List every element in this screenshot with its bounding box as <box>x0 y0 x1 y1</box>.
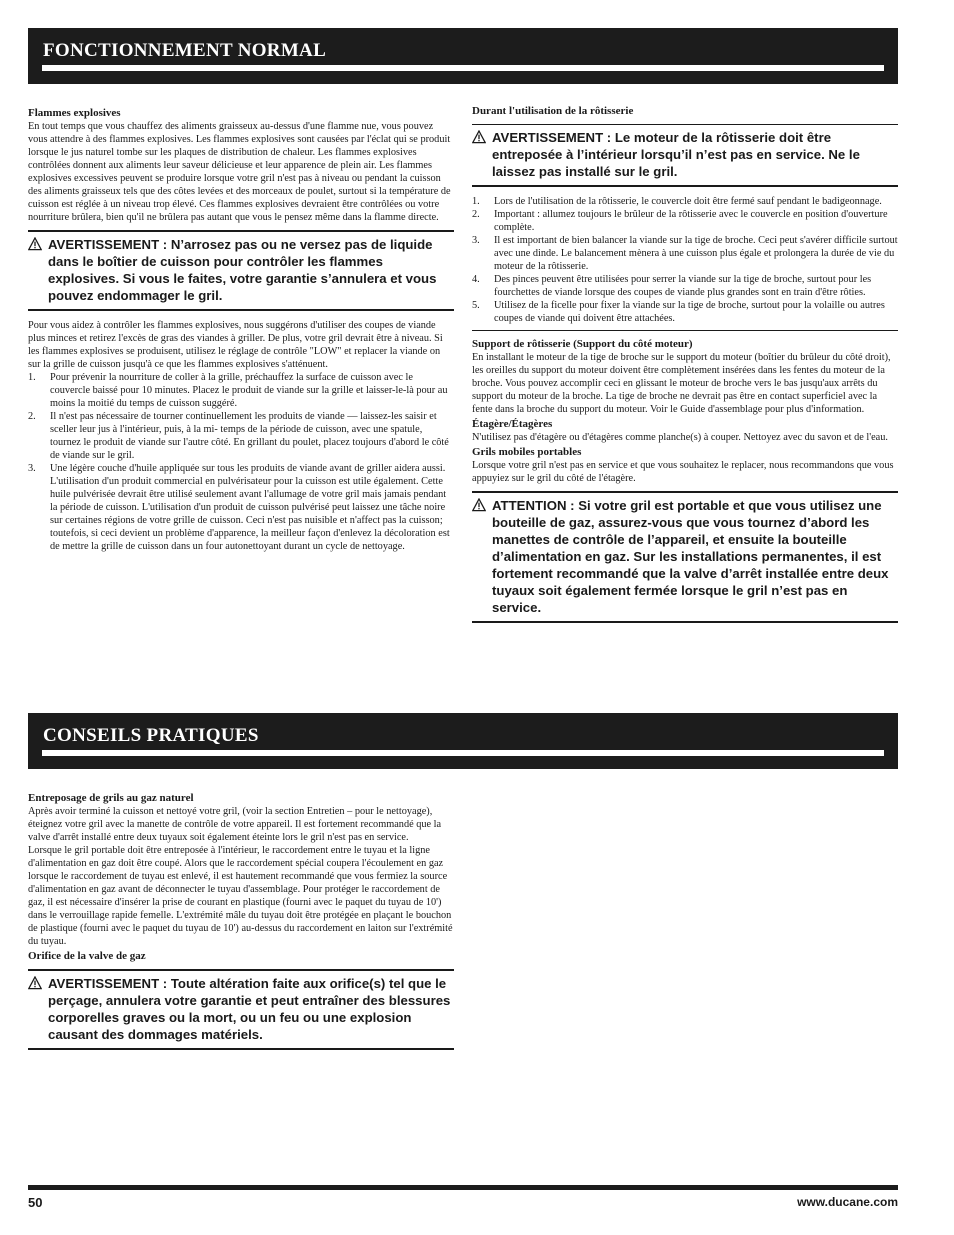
rotisserie-heading: Durant l'utilisation de la rôtisserie <box>472 105 634 117</box>
attention-text: ATTENTION : Si votre gril est portable et que vous utilisez une bouteille de gaz, assurez-vous que vous tournez d’abord les manettes de contrôle de l’appareil, et ensuite la bouteille d’alimentation en gaz. Sur les installations permanentes, il est fortement recommandé que la valve d’arrêt installée entre deux tuyaux soit également fermée lorsque le gril n’est pas en service. <box>492 498 889 615</box>
warning-triangle-icon <box>472 498 486 512</box>
support-text: En installant le moteur de la tige de broche sur le support du moteur (boîtier du brûleur du côté droit), les oreilles du support du moteur doivent être complètement insérées dans les fentes du moteur de la broche. Vous pouvez accomplir ceci en glissant le moteur de broche vers le bas jusqu'aux arrêts du support du moteur de la broche. La tige de broche ne devrait pas être en contact superficiel avec la fente dans la broche du support du moteur. Voir le Guide d'assemblage pour plus d'information. <box>472 352 891 415</box>
section-title: CONSEILS PRATIQUES <box>43 725 259 746</box>
storage-text: Lorsque le gril portable doit être entreposée à l'intérieur, le raccordement entre le tuyau et la ligne d'alimentation en gaz doit être coupé. Alors que le raccordement spécial coupera l'écoulement en gaz lorsque le raccordement de tuyau est enlevé, il est hautement recommandé que vous fermiez la source d'alimentation en gaz avant de déconnecter le tuyau d'assemblage. Pour protéger le raccordement de gaz, il est nécessaire d'insérer la prise de courant en plastique (fourni avec le paquet du tuyau de 10') dans le verrouillage rapide femelle. L'extrémité mâle du tuyau doit être protégée en plaçant le bouchon de plastique (fourni avec le paquet du tuyau de 10') au-dessus du raccordement en laiton sur l'extrémité du tuyau. <box>28 845 453 947</box>
list-number: 2. <box>472 209 480 220</box>
list-item <box>28 410 454 462</box>
list-text: Utilisez de la ficelle pour fixer la viande sur la tige de broche, surtout pour la volaille ou autres coupes de viande qui doivent être attachées. <box>494 300 885 324</box>
list-item <box>28 462 454 553</box>
warning-text: AVERTISSEMENT : Le moteur de la rôtisserie doit être entreposée à l’intérieur lorsqu’il n’est pas en service. Ne le laissez pas installé sur le gril. <box>492 130 860 179</box>
attention-box <box>472 491 898 623</box>
mobile-heading: Grils mobiles portables <box>472 446 582 458</box>
list-item <box>472 234 898 273</box>
list-number: 3. <box>28 463 36 474</box>
list-item <box>472 208 898 234</box>
list-item <box>472 195 898 208</box>
banner-rule <box>42 65 884 71</box>
shelf-heading: Étagère/Étagères <box>472 418 553 430</box>
list-text: Des pinces peuvent être utilisées pour serrer la viande sur la tige de broche, surtout pour les fourchettes de viande lorsque des coupes de viande plus grandes sont en train d'être rôties. <box>494 274 872 298</box>
section-banner-conseils-pratiques <box>28 713 898 769</box>
page-number: 50 <box>28 1195 43 1210</box>
warning-box <box>28 969 454 1050</box>
list-text: Une légère couche d'huile appliquée sur tous les produits de viande avant de griller aidera aussi. L'utilisation d'un produit commercial en pulvérisateur pour la cuisson est utile également. Cette huile pulvérisée devrait être utilisé seulement avant l'allumage de votre gril mais jamais pendant la période de cuisson. L'utilisation d'un produit de cuisson pulvérisé peut laissez une tâche noire sur certaines régions de votre grille de cuisson. Ceci n'est pas nuisible et n'affect pas la cuisson; toutefois, si ceci devient un problème d'apparence, la meilleur façon d'enlevez la décoloration est de mettre la grille de cuisson dans un four autonettoyant durant un cycle de nettoyage. <box>50 463 450 552</box>
warning-box <box>472 124 898 187</box>
list-number: 2. <box>28 411 36 422</box>
flames-text: En tout temps que vous chauffez des aliments graisseux au-dessus d'une flamme nue, vous pouvez vous attendre à des flammes explosives. Les flammes explosives sont causées par l'éclat qui se produit lorsque le jus naturel tombe sur les plaques de distribution de chaleur. Les flammes explosives contrôlées donnent aux aliments leur saveur délicieuse et leur apparence de plein air. Les flammes explosives excessives peuvent se produire lorsque votre gril n'est pas à niveau ou pendant la cuisson des aliments graisseux tels que des côtes levées et des morceaux de poulet, surtout si la température de cuisson est réglée à un niveau trop élevé. Ces flammes explosives devraient être contrôlées ou votre nourriture brûlera, bien qu'il ne brûlera pas autant que vous le pensez même dans la flamme directe. <box>28 121 451 223</box>
list-number: 3. <box>472 235 480 246</box>
list-text: Pour prévenir la nourriture de coller à la grille, préchauffez la surface de cuisson avec le couvercle baissé pour 10 minutes. Placez le produit de viande sur la grille et laisser-le-là pour au moins la moitié du temps de cuisson suggéré. <box>50 372 448 409</box>
list-text: Il n'est pas nécessaire de tourner continuellement les produits de viande — laissez-les saisir et sceller leur jus à l'intérieur, puis, à la mi- temps de la période de cuisson, avec une spatule, tournez le produit de viande sur l'autre côté. En grillant du poulet, placez toujours d'abord le côté de viande sur le gril. <box>50 411 449 461</box>
list-text: Important : allumez toujours le brûleur de la rôtisserie avec le couvercle en position d'ouverture complète. <box>494 209 888 233</box>
right-column <box>472 103 898 631</box>
list-item <box>472 299 898 325</box>
shelf-text: N'utilisez pas d'étagère ou d'étagères comme planche(s) à couper. Nettoyez avec du savon et de l'eau. <box>472 432 888 443</box>
warning-triangle-icon <box>28 976 42 990</box>
storage-heading: Entreposage de grils au gaz naturel <box>28 792 194 804</box>
list-number: 1. <box>472 196 480 207</box>
list-text: Il est important de bien balancer la viande sur la tige de broche. Ceci peut s'avérer difficile surtout avec une dinde. Le balancement mènera à une cuisson plus égale et prolongera la durée de vie du moteur de la rôtisserie. <box>494 235 898 272</box>
list-text: Lors de l'utilisation de la rôtisserie, le couvercle doit être fermé sauf pendant le badigeonnage. <box>494 196 882 207</box>
storage-text: Après avoir terminé la cuisson et nettoyé votre gril, (voir la section Entretien – pour le nettoyage), éteignez votre gril avec la manette de contrôle de votre appareil. Il est fortement recommandé que la valve d'arrêt installé entre deux tuyaux soit également éteinte lors le gril n'est pas en service. <box>28 806 442 843</box>
storage-column <box>28 790 454 1058</box>
section-banner-fonctionnement-normal <box>28 28 898 84</box>
banner-rule <box>42 750 884 756</box>
list-item <box>28 371 454 410</box>
warning-triangle-icon <box>28 237 42 251</box>
list-number: 1. <box>28 372 36 383</box>
divider <box>472 330 898 331</box>
list-item <box>472 273 898 299</box>
flames-heading: Flammes explosives <box>28 107 121 119</box>
mobile-text: Lorsque votre gril n'est pas en service et que vous souhaitez le replacer, nous recommandons que vous appuyiez sur le gril du côté de l'étagère. <box>472 460 894 484</box>
warning-text: AVERTISSEMENT : Toute altération faite aux orifice(s) tel que le perçage, annulera votre garantie et peut entraîner des blessures corporelles graves ou la mort, ou un feu ou une explosion causant des dommages matériels. <box>48 976 451 1042</box>
website-link[interactable]: www.ducane.com <box>797 1195 898 1209</box>
rotisserie-list <box>472 195 898 325</box>
support-heading: Support de rôtisserie (Support du côté moteur) <box>472 338 693 350</box>
list-number: 4. <box>472 274 480 285</box>
list-number: 5. <box>472 300 480 311</box>
warning-box <box>28 230 454 311</box>
footer-rule <box>28 1185 898 1190</box>
warning-triangle-icon <box>472 130 486 144</box>
section-title: FONCTIONNEMENT NORMAL <box>43 40 327 61</box>
control-text: Pour vous aidez à contrôler les flammes explosives, nous suggérons d'utiliser des coupes de viande plus minces et retirez l'excès de gras des viandes à griller. De plus, votre gril devrait être à niveau. Si les flammes explosives se produisent, utilisez le réglage de contrôle "LOW" et replacer la viande on sur la grille de cuisson jusqu'à ce que les flammes explosives s'atténuent. <box>28 320 443 370</box>
tips-list <box>28 371 454 553</box>
left-column <box>28 105 454 553</box>
warning-text: AVERTISSEMENT : N’arrosez pas ou ne versez pas de liquide dans le boîtier de cuisson pour contrôler les flammes explosives. Si vous le faites, votre garantie s’annulera et vous pouvez endommager le gril. <box>48 237 437 303</box>
orifice-heading: Orifice de la valve de gaz <box>28 950 146 962</box>
